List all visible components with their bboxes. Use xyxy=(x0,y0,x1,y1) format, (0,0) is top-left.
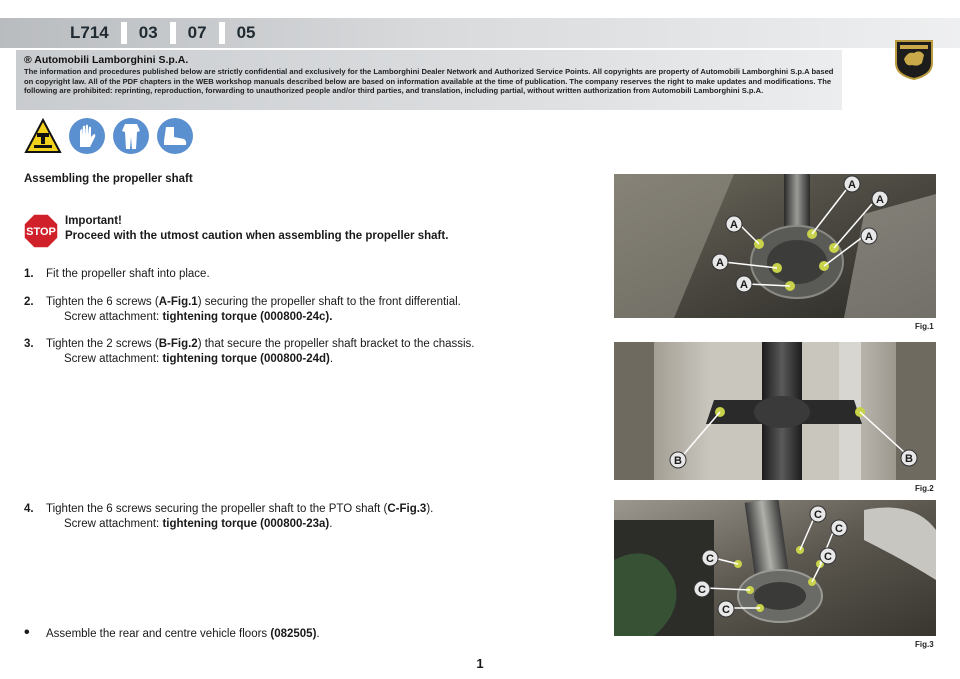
safety-icons xyxy=(24,117,194,155)
code-group: 03 xyxy=(127,22,176,44)
bullet-item: • Assemble the rear and centre vehicle floors (082505). xyxy=(24,624,320,641)
figure-reference: A-Fig.1 xyxy=(158,296,198,308)
callout-c: C xyxy=(698,584,706,596)
callout-a: A xyxy=(740,279,748,291)
callout-c: C xyxy=(722,604,730,616)
gloves-icon xyxy=(68,117,106,155)
figure-2-photo xyxy=(614,342,936,480)
figure-3-photo xyxy=(614,500,936,636)
page-number: 1 xyxy=(476,656,484,671)
copyright-notice xyxy=(16,50,842,110)
section-title: Assembling the propeller shaft xyxy=(24,173,193,185)
figure-3-caption: Fig.3 xyxy=(915,640,934,649)
stop-sign-label: STOP xyxy=(26,226,56,238)
bullet-symbol: • xyxy=(24,624,30,641)
stop-sign-icon xyxy=(23,213,59,249)
callout-a: A xyxy=(876,194,884,206)
callout-b: B xyxy=(674,455,682,467)
important-note xyxy=(65,214,448,244)
important-text: Proceed with the utmost caution when assembling the propeller shaft. xyxy=(65,230,449,242)
callout-a: A xyxy=(716,257,724,269)
step-text: Fit the propeller shaft into place. xyxy=(46,268,210,280)
figure-reference: B-Fig.2 xyxy=(158,338,198,350)
step-3: 3. Tighten the 2 screws (B-Fig.2) that secure the propeller shaft bracket to the chassis. Screw attachment: tightening torque (000800-24d). xyxy=(24,338,475,365)
callout-c: C xyxy=(814,509,822,521)
torque-spec: Screw attachment: tightening torque (000800-24d). xyxy=(64,353,334,365)
callout-c: C xyxy=(824,551,832,563)
figure-2-caption: Fig.2 xyxy=(915,484,934,493)
torque-spec: Screw attachment: tightening torque (000800-23a). xyxy=(64,518,333,530)
callout-c: C xyxy=(835,523,843,535)
code-subgroup: 07 xyxy=(176,22,225,44)
callout-a: A xyxy=(730,219,738,231)
code-section: 05 xyxy=(236,23,256,42)
callout-b: B xyxy=(905,453,913,465)
step-2: 2. Tighten the 6 screws (A-Fig.1) securing the propeller shaft to the front differential. Screw attachment: tightening torque (000800-24c). xyxy=(24,296,461,323)
step-number: 2. xyxy=(24,296,34,308)
code-model: L714 xyxy=(58,22,127,44)
lamborghini-logo-icon xyxy=(892,37,936,81)
step-number: 3. xyxy=(24,338,34,350)
figure-1-caption: Fig.1 xyxy=(915,322,934,331)
figure-1-photo xyxy=(614,174,936,318)
copyright-title: ® Automobili Lamborghini S.p.A. xyxy=(24,54,189,66)
overalls-icon xyxy=(112,117,150,155)
step-number: 1. xyxy=(24,268,34,280)
document-code xyxy=(58,22,268,44)
safety-shoes-icon xyxy=(156,117,194,155)
copyright-text: The information and procedures published below are strictly confidential and exclusively for the Lamborghini Dealer Network and Authorized Service Points. All copyrights are property of Automobili Lamborghini S.p.A based on copyright law. All of the PDF chapters in the WEB workshop manuals described below are based on information available at the time of publication. The company reserves the right to make updates and modifications. The following are prohibited: reprinting, reproduction, forwarding to unauthorized people and/or third parties, and translation, including partial, without written authorization from Automobili Lamborghini S.p.A. xyxy=(24,67,834,96)
important-heading: Important! xyxy=(65,215,122,227)
callout-a: A xyxy=(865,231,873,243)
step-4: 4. Tighten the 6 screws securing the propeller shaft to the PTO shaft (C-Fig.3). Screw attachment: tightening torque (000800-23a). xyxy=(24,503,434,530)
caution-crush-icon xyxy=(24,117,62,155)
figure-reference: C-Fig.3 xyxy=(387,503,427,515)
callout-a: A xyxy=(848,179,856,191)
step-1 xyxy=(24,267,210,282)
procedure-reference: (082505) xyxy=(270,628,317,640)
callout-c: C xyxy=(706,553,714,565)
torque-spec: Screw attachment: tightening torque (000800-24c). xyxy=(64,311,333,323)
step-number: 4. xyxy=(24,503,34,515)
